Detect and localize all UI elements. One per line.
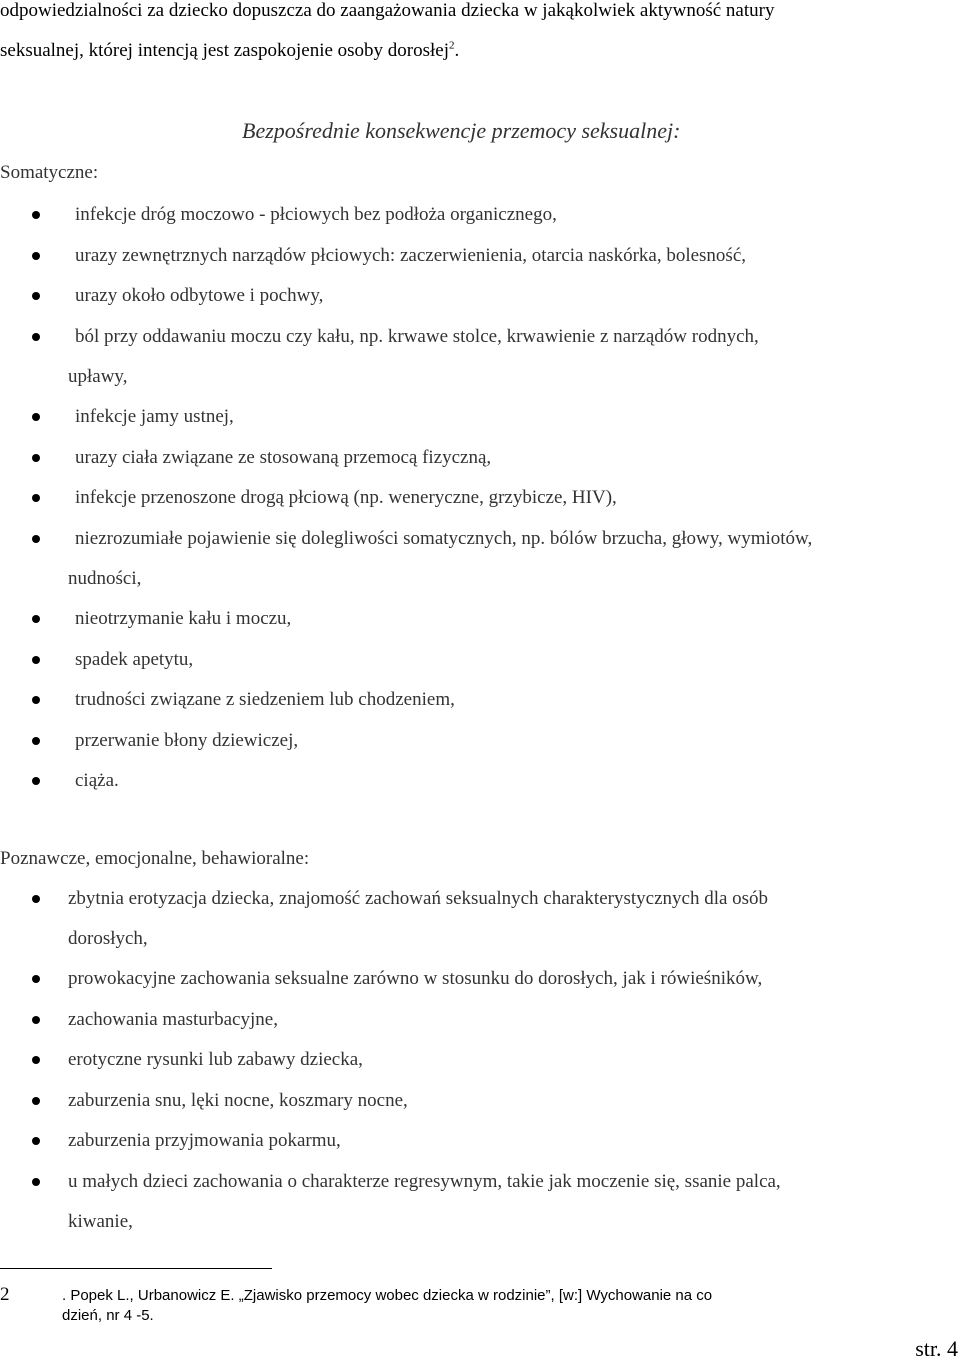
somatic-item-continuation: nudności, bbox=[68, 568, 142, 589]
bullet-icon bbox=[32, 535, 40, 543]
bullet-icon bbox=[32, 975, 40, 983]
somatic-item: nieotrzymanie kału i moczu, bbox=[75, 608, 292, 629]
cognitive-item-continuation: kiwanie, bbox=[68, 1211, 133, 1232]
somatic-item: ból przy oddawaniu moczu czy kału, np. krwawe stolce, krwawienie z narządów rodnych, bbox=[75, 326, 759, 347]
footnote-text-line-2: dzień, nr 4 -5. bbox=[62, 1307, 154, 1324]
somatic-item: niezrozumiałe pojawienie się dolegliwości somatycznych, np. bólów brzucha, głowy, wymiotów, bbox=[75, 528, 813, 549]
bullet-icon bbox=[32, 1178, 40, 1186]
somatic-item: trudności związane z siedzeniem lub chodzeniem, bbox=[75, 689, 455, 710]
somatic-item: urazy około odbytowe i pochwy, bbox=[75, 285, 324, 306]
bullet-icon bbox=[32, 895, 40, 903]
cognitive-item: prowokacyjne zachowania seksualne zarówno w stosunku do dorosłych, jak i rówieśników, bbox=[68, 968, 763, 989]
bullet-icon bbox=[32, 292, 40, 300]
bullet-icon bbox=[32, 1016, 40, 1024]
bullet-icon bbox=[32, 252, 40, 260]
intro-line-1: odpowiedzialności za dziecko dopuszcza do zaangażowania dziecka w jakąkolwiek aktywność natury bbox=[0, 0, 775, 21]
footnote-text-line-1: . Popek L., Urbanowicz E. „Zjawisko przemocy wobec dziecka w rodzinie”, [w:] Wychowanie na co bbox=[62, 1287, 713, 1304]
cognitive-label: Poznawcze, emocjonalne, behawioralne: bbox=[0, 848, 310, 869]
bullet-icon bbox=[32, 1056, 40, 1064]
somatic-label: Somatyczne: bbox=[0, 162, 99, 183]
somatic-item-continuation: upławy, bbox=[68, 366, 128, 387]
somatic-item: spadek apetytu, bbox=[75, 649, 194, 670]
bullet-icon bbox=[32, 777, 40, 785]
section-heading: Bezpośrednie konsekwencje przemocy seksualnej: bbox=[242, 118, 681, 143]
bullet-icon bbox=[32, 494, 40, 502]
bullet-icon bbox=[32, 1137, 40, 1145]
cognitive-item: zachowania masturbacyjne, bbox=[68, 1009, 278, 1030]
cognitive-item: zaburzenia przyjmowania pokarmu, bbox=[68, 1130, 341, 1151]
bullet-icon bbox=[32, 413, 40, 421]
somatic-item: infekcje dróg moczowo - płciowych bez podłoża organicznego, bbox=[75, 204, 557, 225]
bullet-icon bbox=[32, 615, 40, 623]
cognitive-item: u małych dzieci zachowania o charakterze regresywnym, takie jak moczenie się, ssanie palca, bbox=[68, 1171, 781, 1192]
cognitive-item-continuation: dorosłych, bbox=[68, 928, 148, 949]
cognitive-item: zbytnia erotyzacja dziecka, znajomość zachowań seksualnych charakterystycznych dla osób bbox=[68, 888, 769, 909]
somatic-item: ciąża. bbox=[75, 770, 119, 791]
somatic-item: przerwanie błony dziewiczej, bbox=[75, 730, 299, 751]
intro-line-2 bbox=[0, 40, 459, 62]
bullet-icon bbox=[32, 333, 40, 341]
cognitive-item: erotyczne rysunki lub zabawy dziecka, bbox=[68, 1049, 363, 1070]
bullet-icon bbox=[32, 737, 40, 745]
cognitive-item: zaburzenia snu, lęki nocne, koszmary nocne, bbox=[68, 1090, 408, 1111]
intro-line-2-text: seksualnej, której intencją jest zaspokojenie osoby dorosłej bbox=[0, 40, 450, 61]
bullet-icon bbox=[32, 696, 40, 704]
bullet-icon bbox=[32, 656, 40, 664]
page-number: str. 4 bbox=[915, 1336, 958, 1361]
footnote-separator bbox=[0, 1268, 272, 1269]
bullet-icon bbox=[32, 211, 40, 219]
footnote-number: 2 bbox=[0, 1284, 10, 1305]
somatic-item: infekcje jamy ustnej, bbox=[75, 406, 234, 427]
intro-line-2-end: . bbox=[454, 40, 460, 61]
footnote-reference[interactable]: 2 bbox=[449, 39, 455, 52]
bullet-icon bbox=[32, 1097, 40, 1105]
bullet-icon bbox=[32, 454, 40, 462]
somatic-item: urazy ciała związane ze stosowaną przemocą fizyczną, bbox=[75, 447, 492, 468]
somatic-item: urazy zewnętrznych narządów płciowych: zaczerwienienia, otarcia naskórka, bolesność, bbox=[75, 245, 747, 266]
somatic-item: infekcje przenoszone drogą płciową (np. weneryczne, grzybicze, HIV), bbox=[75, 487, 617, 508]
